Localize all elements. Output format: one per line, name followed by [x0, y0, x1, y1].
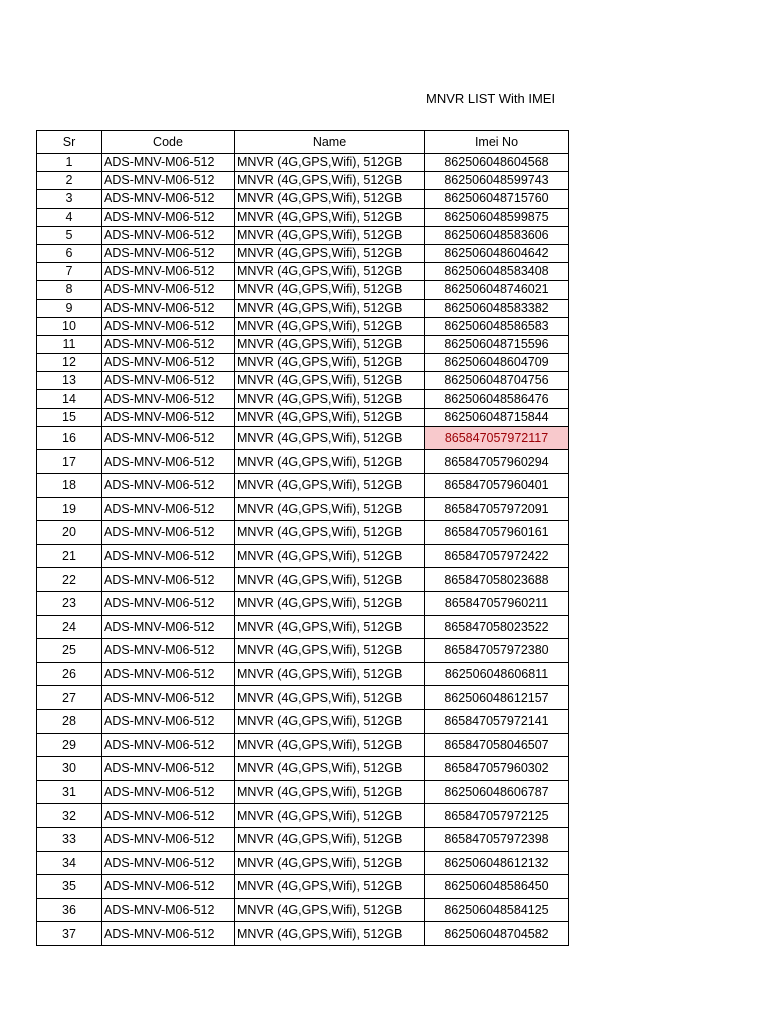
cell-code: ADS-MNV-M06-512 — [102, 226, 235, 244]
cell-code: ADS-MNV-M06-512 — [102, 263, 235, 281]
cell-sr: 12 — [37, 354, 102, 372]
cell-name: MNVR (4G,GPS,Wifi), 512GB — [235, 497, 425, 521]
table-row — [37, 709, 569, 733]
cell-imei: 865847057972422 — [425, 544, 569, 568]
cell-code: ADS-MNV-M06-512 — [102, 190, 235, 208]
table-body — [37, 154, 569, 946]
table-row — [37, 733, 569, 757]
table-row — [37, 190, 569, 208]
cell-name: MNVR (4G,GPS,Wifi), 512GB — [235, 922, 425, 946]
table-row — [37, 299, 569, 317]
cell-imei: 862506048599875 — [425, 208, 569, 226]
cell-code: ADS-MNV-M06-512 — [102, 780, 235, 804]
cell-code: ADS-MNV-M06-512 — [102, 757, 235, 781]
cell-imei: 862506048715596 — [425, 335, 569, 353]
table-header-row — [37, 131, 569, 154]
table-row — [37, 390, 569, 408]
cell-imei: 862506048586583 — [425, 317, 569, 335]
cell-imei: 865847057972380 — [425, 639, 569, 663]
cell-name: MNVR (4G,GPS,Wifi), 512GB — [235, 299, 425, 317]
cell-code: ADS-MNV-M06-512 — [102, 372, 235, 390]
cell-imei: 862506048599743 — [425, 172, 569, 190]
cell-sr: 19 — [37, 497, 102, 521]
cell-code: ADS-MNV-M06-512 — [102, 521, 235, 545]
cell-code: ADS-MNV-M06-512 — [102, 639, 235, 663]
cell-imei: 865847057960401 — [425, 474, 569, 498]
cell-name: MNVR (4G,GPS,Wifi), 512GB — [235, 615, 425, 639]
table-row — [37, 408, 569, 426]
cell-name: MNVR (4G,GPS,Wifi), 512GB — [235, 851, 425, 875]
cell-code: ADS-MNV-M06-512 — [102, 317, 235, 335]
cell-name: MNVR (4G,GPS,Wifi), 512GB — [235, 568, 425, 592]
cell-code: ADS-MNV-M06-512 — [102, 615, 235, 639]
cell-sr: 5 — [37, 226, 102, 244]
table-row — [37, 804, 569, 828]
cell-imei: 862506048604568 — [425, 154, 569, 172]
cell-code: ADS-MNV-M06-512 — [102, 299, 235, 317]
cell-imei: 865847057960294 — [425, 450, 569, 474]
cell-code: ADS-MNV-M06-512 — [102, 335, 235, 353]
table-row — [37, 898, 569, 922]
table-row — [37, 591, 569, 615]
cell-code: ADS-MNV-M06-512 — [102, 354, 235, 372]
cell-sr: 32 — [37, 804, 102, 828]
cell-imei: 862506048746021 — [425, 281, 569, 299]
cell-name: MNVR (4G,GPS,Wifi), 512GB — [235, 172, 425, 190]
cell-code: ADS-MNV-M06-512 — [102, 686, 235, 710]
cell-code: ADS-MNV-M06-512 — [102, 662, 235, 686]
cell-imei: 862506048604709 — [425, 354, 569, 372]
table-row — [37, 615, 569, 639]
cell-name: MNVR (4G,GPS,Wifi), 512GB — [235, 263, 425, 281]
header-imei: Imei No — [425, 131, 569, 154]
cell-name: MNVR (4G,GPS,Wifi), 512GB — [235, 686, 425, 710]
header-name: Name — [235, 131, 425, 154]
table-row — [37, 263, 569, 281]
cell-name: MNVR (4G,GPS,Wifi), 512GB — [235, 450, 425, 474]
cell-code: ADS-MNV-M06-512 — [102, 875, 235, 899]
table-row — [37, 568, 569, 592]
cell-imei: 862506048612132 — [425, 851, 569, 875]
cell-name: MNVR (4G,GPS,Wifi), 512GB — [235, 827, 425, 851]
cell-sr: 33 — [37, 827, 102, 851]
cell-sr: 30 — [37, 757, 102, 781]
cell-name: MNVR (4G,GPS,Wifi), 512GB — [235, 544, 425, 568]
cell-name: MNVR (4G,GPS,Wifi), 512GB — [235, 662, 425, 686]
table-row — [37, 497, 569, 521]
cell-name: MNVR (4G,GPS,Wifi), 512GB — [235, 804, 425, 828]
cell-sr: 25 — [37, 639, 102, 663]
table-row — [37, 780, 569, 804]
cell-sr: 16 — [37, 426, 102, 450]
cell-name: MNVR (4G,GPS,Wifi), 512GB — [235, 317, 425, 335]
table-row — [37, 474, 569, 498]
cell-sr: 8 — [37, 281, 102, 299]
cell-name: MNVR (4G,GPS,Wifi), 512GB — [235, 757, 425, 781]
cell-name: MNVR (4G,GPS,Wifi), 512GB — [235, 354, 425, 372]
table-row — [37, 875, 569, 899]
cell-imei: 862506048715844 — [425, 408, 569, 426]
cell-name: MNVR (4G,GPS,Wifi), 512GB — [235, 190, 425, 208]
cell-name: MNVR (4G,GPS,Wifi), 512GB — [235, 898, 425, 922]
cell-code: ADS-MNV-M06-512 — [102, 172, 235, 190]
header-code: Code — [102, 131, 235, 154]
cell-imei: 862506048583606 — [425, 226, 569, 244]
cell-sr: 6 — [37, 244, 102, 262]
header-sr: Sr — [37, 131, 102, 154]
table-row — [37, 450, 569, 474]
cell-sr: 3 — [37, 190, 102, 208]
cell-code: ADS-MNV-M06-512 — [102, 898, 235, 922]
cell-sr: 21 — [37, 544, 102, 568]
cell-name: MNVR (4G,GPS,Wifi), 512GB — [235, 244, 425, 262]
cell-imei: 865847057972091 — [425, 497, 569, 521]
cell-code: ADS-MNV-M06-512 — [102, 474, 235, 498]
table-row — [37, 244, 569, 262]
table-row — [37, 208, 569, 226]
cell-imei: 865847057972398 — [425, 827, 569, 851]
cell-code: ADS-MNV-M06-512 — [102, 709, 235, 733]
cell-code: ADS-MNV-M06-512 — [102, 426, 235, 450]
cell-imei: 865847057960161 — [425, 521, 569, 545]
cell-imei: 862506048715760 — [425, 190, 569, 208]
cell-sr: 11 — [37, 335, 102, 353]
cell-name: MNVR (4G,GPS,Wifi), 512GB — [235, 390, 425, 408]
cell-imei: 862506048606787 — [425, 780, 569, 804]
cell-imei: 862506048583382 — [425, 299, 569, 317]
cell-name: MNVR (4G,GPS,Wifi), 512GB — [235, 875, 425, 899]
cell-sr: 26 — [37, 662, 102, 686]
cell-name: MNVR (4G,GPS,Wifi), 512GB — [235, 408, 425, 426]
table-row — [37, 521, 569, 545]
table-row — [37, 544, 569, 568]
table-row — [37, 172, 569, 190]
cell-sr: 29 — [37, 733, 102, 757]
cell-imei: 862506048704756 — [425, 372, 569, 390]
cell-code: ADS-MNV-M06-512 — [102, 851, 235, 875]
cell-imei: 865847057960211 — [425, 591, 569, 615]
cell-imei: 862506048586476 — [425, 390, 569, 408]
table-row — [37, 662, 569, 686]
cell-sr: 36 — [37, 898, 102, 922]
cell-sr: 18 — [37, 474, 102, 498]
cell-name: MNVR (4G,GPS,Wifi), 512GB — [235, 521, 425, 545]
cell-code: ADS-MNV-M06-512 — [102, 390, 235, 408]
table-row — [37, 686, 569, 710]
cell-sr: 13 — [37, 372, 102, 390]
cell-name: MNVR (4G,GPS,Wifi), 512GB — [235, 639, 425, 663]
cell-sr: 22 — [37, 568, 102, 592]
cell-name: MNVR (4G,GPS,Wifi), 512GB — [235, 591, 425, 615]
table-row — [37, 354, 569, 372]
cell-code: ADS-MNV-M06-512 — [102, 568, 235, 592]
cell-imei: 862506048584125 — [425, 898, 569, 922]
cell-name: MNVR (4G,GPS,Wifi), 512GB — [235, 226, 425, 244]
cell-sr: 28 — [37, 709, 102, 733]
cell-name: MNVR (4G,GPS,Wifi), 512GB — [235, 426, 425, 450]
cell-name: MNVR (4G,GPS,Wifi), 512GB — [235, 154, 425, 172]
cell-code: ADS-MNV-M06-512 — [102, 208, 235, 226]
cell-sr: 35 — [37, 875, 102, 899]
cell-imei: 865847057960302 — [425, 757, 569, 781]
table-row — [37, 281, 569, 299]
cell-code: ADS-MNV-M06-512 — [102, 591, 235, 615]
cell-imei: 862506048704582 — [425, 922, 569, 946]
cell-sr: 14 — [37, 390, 102, 408]
cell-sr: 10 — [37, 317, 102, 335]
cell-code: ADS-MNV-M06-512 — [102, 922, 235, 946]
cell-sr: 37 — [37, 922, 102, 946]
cell-name: MNVR (4G,GPS,Wifi), 512GB — [235, 733, 425, 757]
cell-code: ADS-MNV-M06-512 — [102, 408, 235, 426]
cell-imei: 865847058023688 — [425, 568, 569, 592]
cell-code: ADS-MNV-M06-512 — [102, 497, 235, 521]
cell-imei: 862506048606811 — [425, 662, 569, 686]
cell-code: ADS-MNV-M06-512 — [102, 544, 235, 568]
cell-code: ADS-MNV-M06-512 — [102, 244, 235, 262]
cell-imei: 862506048583408 — [425, 263, 569, 281]
cell-code: ADS-MNV-M06-512 — [102, 827, 235, 851]
cell-code: ADS-MNV-M06-512 — [102, 154, 235, 172]
table-row — [37, 922, 569, 946]
table-row — [37, 426, 569, 450]
cell-code: ADS-MNV-M06-512 — [102, 281, 235, 299]
cell-code: ADS-MNV-M06-512 — [102, 450, 235, 474]
table-row — [37, 372, 569, 390]
cell-imei: 865847057972141 — [425, 709, 569, 733]
cell-imei: 862506048612157 — [425, 686, 569, 710]
cell-name: MNVR (4G,GPS,Wifi), 512GB — [235, 372, 425, 390]
cell-sr: 31 — [37, 780, 102, 804]
document-title: MNVR LIST With IMEI — [426, 91, 556, 106]
table-row — [37, 757, 569, 781]
cell-name: MNVR (4G,GPS,Wifi), 512GB — [235, 474, 425, 498]
cell-sr: 20 — [37, 521, 102, 545]
table-row — [37, 317, 569, 335]
cell-imei: 862506048604642 — [425, 244, 569, 262]
cell-sr: 7 — [37, 263, 102, 281]
cell-sr: 23 — [37, 591, 102, 615]
cell-code: ADS-MNV-M06-512 — [102, 804, 235, 828]
cell-name: MNVR (4G,GPS,Wifi), 512GB — [235, 709, 425, 733]
imei-table — [36, 130, 569, 946]
table-row — [37, 639, 569, 663]
cell-imei: 865847058023522 — [425, 615, 569, 639]
cell-sr: 4 — [37, 208, 102, 226]
table-row — [37, 827, 569, 851]
cell-sr: 17 — [37, 450, 102, 474]
cell-name: MNVR (4G,GPS,Wifi), 512GB — [235, 281, 425, 299]
cell-sr: 34 — [37, 851, 102, 875]
cell-name: MNVR (4G,GPS,Wifi), 512GB — [235, 208, 425, 226]
table-row — [37, 335, 569, 353]
table-row — [37, 851, 569, 875]
cell-code: ADS-MNV-M06-512 — [102, 733, 235, 757]
table-row — [37, 154, 569, 172]
cell-sr: 9 — [37, 299, 102, 317]
table-row — [37, 226, 569, 244]
cell-imei: 862506048586450 — [425, 875, 569, 899]
cell-sr: 27 — [37, 686, 102, 710]
cell-name: MNVR (4G,GPS,Wifi), 512GB — [235, 335, 425, 353]
cell-sr: 15 — [37, 408, 102, 426]
cell-imei: 865847057972117 — [425, 426, 569, 450]
cell-name: MNVR (4G,GPS,Wifi), 512GB — [235, 780, 425, 804]
cell-imei: 865847058046507 — [425, 733, 569, 757]
cell-imei: 865847057972125 — [425, 804, 569, 828]
cell-sr: 1 — [37, 154, 102, 172]
cell-sr: 24 — [37, 615, 102, 639]
cell-sr: 2 — [37, 172, 102, 190]
